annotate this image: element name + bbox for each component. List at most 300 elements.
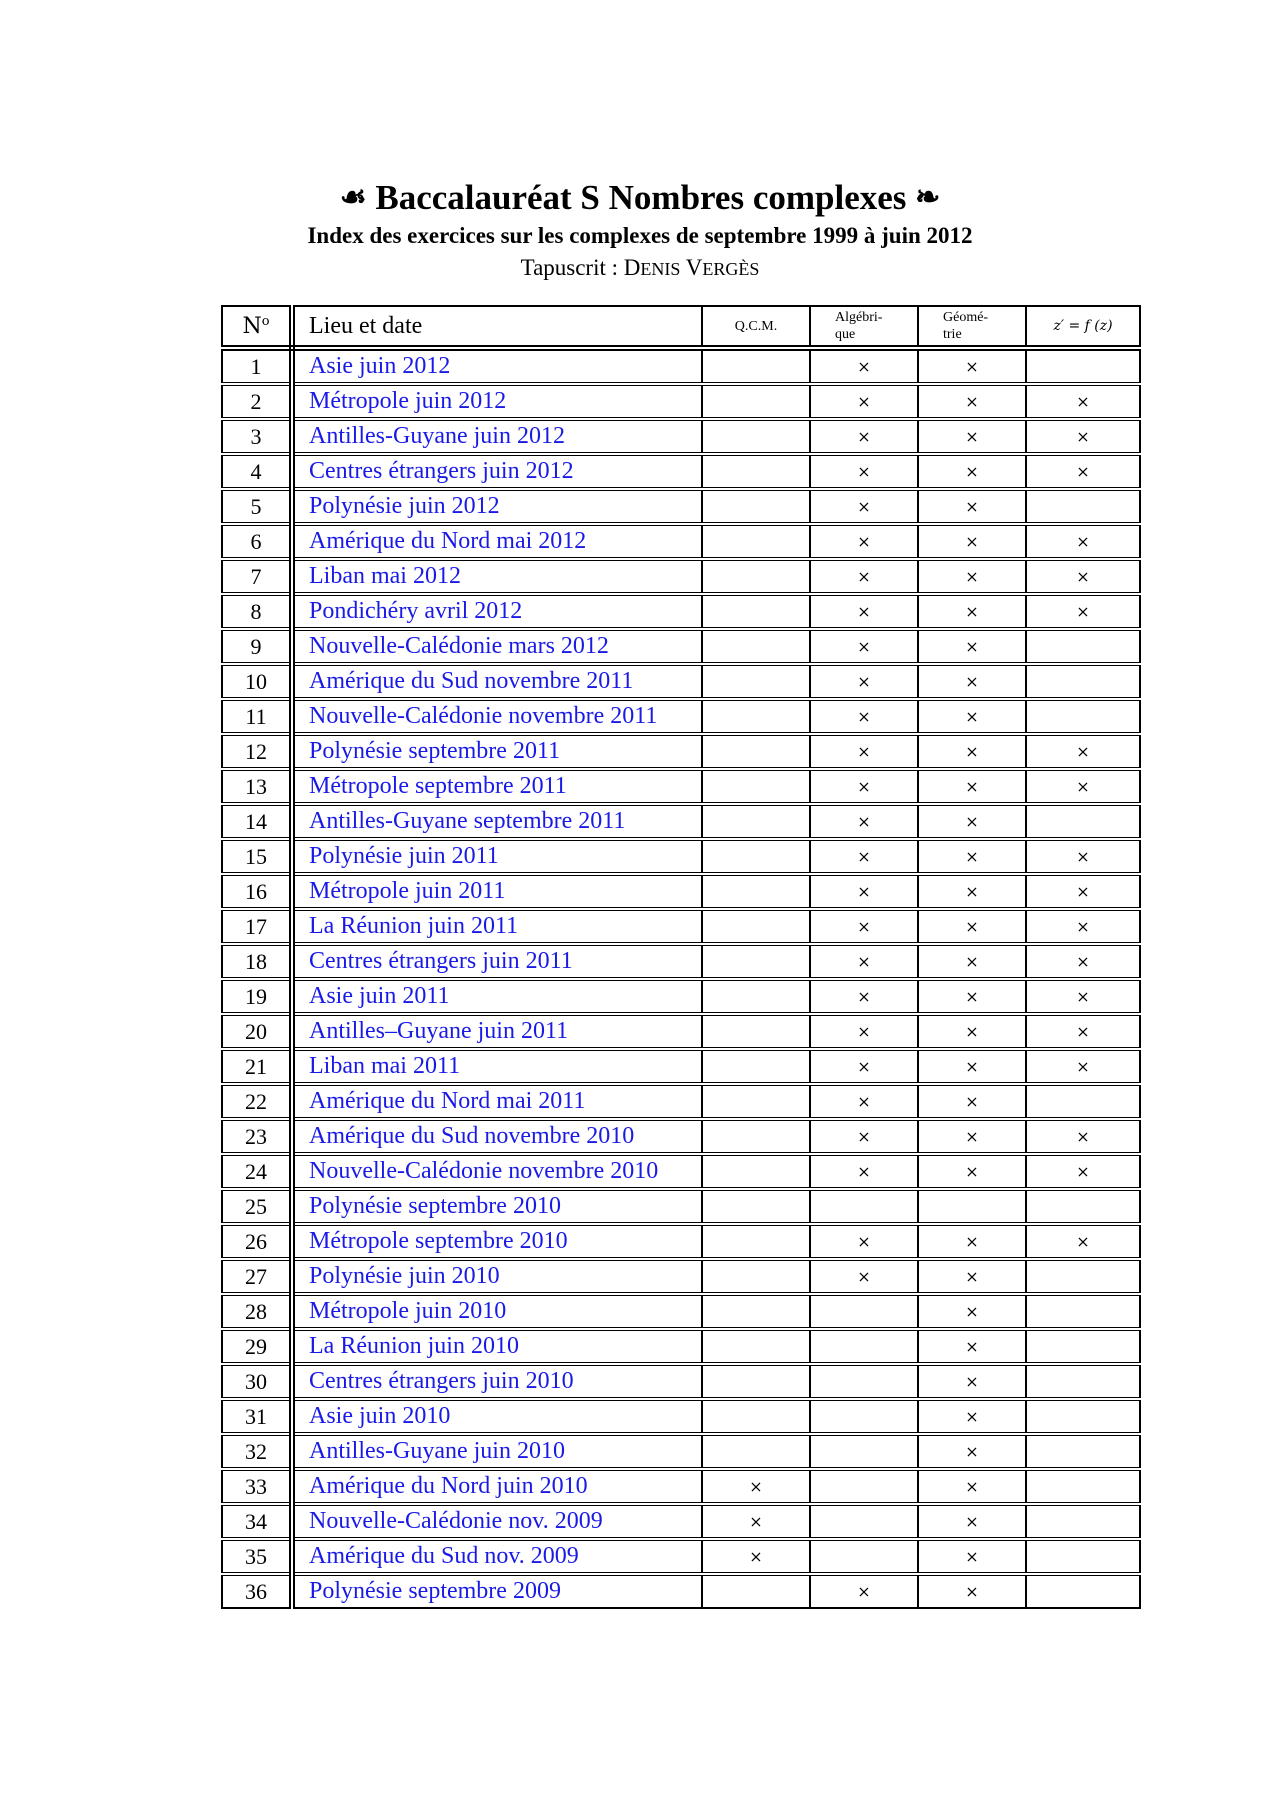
table-row	[222, 454, 1140, 489]
row-number-cell: 29	[222, 1329, 292, 1364]
table-row	[222, 559, 1140, 594]
column-header-algebrique: Algébri- que	[810, 306, 918, 348]
table-row	[222, 1119, 1140, 1154]
qcm-mark-cell	[702, 1574, 810, 1608]
exam-link[interactable]: Asie juin 2012	[309, 353, 451, 379]
zf-mark-cell	[1026, 1364, 1140, 1399]
exam-link[interactable]: Métropole juin 2012	[309, 388, 507, 414]
row-number-cell: 2	[222, 384, 292, 419]
geometrie-mark-cell: ×	[918, 348, 1026, 384]
table-row	[222, 1399, 1140, 1434]
exam-link-cell	[292, 1504, 702, 1539]
table-row	[222, 699, 1140, 734]
exam-link[interactable]: Polynésie juin 2011	[309, 843, 499, 869]
table-row	[222, 348, 1140, 384]
qcm-mark-cell	[702, 1294, 810, 1329]
title-text: Baccalauréat S Nombres complexes	[375, 178, 907, 217]
qcm-mark-cell	[702, 384, 810, 419]
geometrie-mark-cell: ×	[918, 1434, 1026, 1469]
exam-link[interactable]: La Réunion juin 2010	[309, 1333, 519, 1359]
exam-link-cell	[292, 909, 702, 944]
table-row	[222, 1469, 1140, 1504]
zf-mark-cell: ×	[1026, 384, 1140, 419]
row-number-cell: 6	[222, 524, 292, 559]
exam-link-cell	[292, 979, 702, 1014]
author-first-rest: ENIS	[640, 259, 681, 279]
algebrique-mark-cell	[810, 1294, 918, 1329]
page-header	[0, 176, 1280, 284]
algebrique-mark-cell: ×	[810, 524, 918, 559]
qcm-mark-cell	[702, 874, 810, 909]
exam-link-cell	[292, 1189, 702, 1224]
row-number-cell: 12	[222, 734, 292, 769]
zf-mark-cell	[1026, 1399, 1140, 1434]
table-row	[222, 804, 1140, 839]
table-row	[222, 1539, 1140, 1574]
zf-mark-cell: ×	[1026, 419, 1140, 454]
table-row	[222, 1329, 1140, 1364]
row-number-cell: 25	[222, 1189, 292, 1224]
geometrie-mark-cell: ×	[918, 1119, 1026, 1154]
qcm-mark-cell	[702, 664, 810, 699]
zf-mark-cell	[1026, 1084, 1140, 1119]
geometrie-mark-cell: ×	[918, 839, 1026, 874]
qcm-mark-cell: ×	[702, 1469, 810, 1504]
row-number-cell: 28	[222, 1294, 292, 1329]
exam-link-cell	[292, 1049, 702, 1084]
zf-mark-cell	[1026, 1539, 1140, 1574]
row-number-cell: 33	[222, 1469, 292, 1504]
algebrique-mark-cell: ×	[810, 348, 918, 384]
row-number-cell: 30	[222, 1364, 292, 1399]
zf-mark-cell: ×	[1026, 594, 1140, 629]
table-row	[222, 1364, 1140, 1399]
qcm-mark-cell	[702, 1224, 810, 1259]
qcm-mark-cell	[702, 1189, 810, 1224]
row-number-cell: 14	[222, 804, 292, 839]
algebrique-mark-cell: ×	[810, 734, 918, 769]
algebrique-mark-cell: ×	[810, 384, 918, 419]
algebrique-mark-cell	[810, 1539, 918, 1574]
exam-link-cell	[292, 348, 702, 384]
exam-link-cell	[292, 419, 702, 454]
exercise-index-table	[221, 305, 1141, 1609]
exam-link[interactable]: Antilles–Guyane juin 2011	[309, 1018, 569, 1044]
algebrique-mark-cell: ×	[810, 1154, 918, 1189]
exam-link[interactable]: Asie juin 2010	[309, 1403, 451, 1429]
qcm-mark-cell	[702, 1154, 810, 1189]
algebrique-mark-cell: ×	[810, 979, 918, 1014]
fleuron-left-icon: ☙	[339, 181, 367, 214]
exam-link-cell	[292, 1469, 702, 1504]
zf-mark-cell	[1026, 1574, 1140, 1608]
algebrique-mark-cell: ×	[810, 454, 918, 489]
qcm-mark-cell	[702, 348, 810, 384]
geometrie-mark-cell: ×	[918, 909, 1026, 944]
zf-mark-cell	[1026, 1469, 1140, 1504]
algebrique-mark-cell	[810, 1434, 918, 1469]
author-prefix: Tapuscrit :	[520, 255, 624, 280]
algebrique-mark-cell: ×	[810, 594, 918, 629]
zf-mark-cell	[1026, 1434, 1140, 1469]
exam-link[interactable]: Liban mai 2012	[309, 563, 461, 589]
qcm-mark-cell	[702, 1049, 810, 1084]
algebrique-mark-cell: ×	[810, 489, 918, 524]
algebrique-mark-cell: ×	[810, 874, 918, 909]
geometrie-mark-cell: ×	[918, 524, 1026, 559]
table-row	[222, 944, 1140, 979]
zf-mark-cell: ×	[1026, 944, 1140, 979]
exam-link[interactable]: Amérique du Sud nov. 2009	[309, 1543, 579, 1569]
row-number-cell: 9	[222, 629, 292, 664]
table-header-row	[222, 306, 1140, 348]
row-number-cell: 5	[222, 489, 292, 524]
exam-link-cell	[292, 629, 702, 664]
zf-mark-cell	[1026, 699, 1140, 734]
zf-mark-cell	[1026, 629, 1140, 664]
algebrique-mark-cell	[810, 1469, 918, 1504]
exam-link[interactable]: Nouvelle-Calédonie mars 2012	[309, 633, 609, 659]
row-number-cell: 23	[222, 1119, 292, 1154]
zf-mark-cell: ×	[1026, 734, 1140, 769]
zf-mark-cell: ×	[1026, 1154, 1140, 1189]
page-title	[0, 176, 1280, 220]
table-row	[222, 839, 1140, 874]
exam-link[interactable]: Amérique du Sud novembre 2010	[309, 1123, 635, 1149]
algebrique-mark-cell: ×	[810, 559, 918, 594]
table-row	[222, 1224, 1140, 1259]
author-line	[0, 253, 1280, 284]
zf-mark-cell: ×	[1026, 909, 1140, 944]
geometrie-mark-cell: ×	[918, 384, 1026, 419]
zf-mark-cell	[1026, 1294, 1140, 1329]
geometrie-mark-cell: ×	[918, 979, 1026, 1014]
table-row	[222, 979, 1140, 1014]
qcm-mark-cell	[702, 559, 810, 594]
qcm-mark-cell	[702, 979, 810, 1014]
geometrie-mark-cell: ×	[918, 1364, 1026, 1399]
table-row	[222, 384, 1140, 419]
geometrie-mark-cell: ×	[918, 1504, 1026, 1539]
exam-link-cell	[292, 664, 702, 699]
table-row	[222, 1014, 1140, 1049]
fleuron-right-icon: ❧	[915, 181, 941, 214]
table-row	[222, 734, 1140, 769]
table-row	[222, 1049, 1140, 1084]
row-number-cell: 26	[222, 1224, 292, 1259]
exam-link-cell	[292, 594, 702, 629]
geometrie-mark-cell: ×	[918, 454, 1026, 489]
exam-link-cell	[292, 839, 702, 874]
zf-mark-cell: ×	[1026, 454, 1140, 489]
zf-mark-cell: ×	[1026, 769, 1140, 804]
qcm-mark-cell	[702, 804, 810, 839]
exam-link-cell	[292, 1434, 702, 1469]
exam-link[interactable]: Amérique du Nord mai 2011	[309, 1088, 586, 1114]
geometrie-mark-cell: ×	[918, 1399, 1026, 1434]
geometrie-mark-cell: ×	[918, 1224, 1026, 1259]
qcm-mark-cell	[702, 524, 810, 559]
exam-link-cell	[292, 1084, 702, 1119]
row-number-cell: 15	[222, 839, 292, 874]
row-number-cell: 34	[222, 1504, 292, 1539]
zf-mark-cell: ×	[1026, 1014, 1140, 1049]
zf-mark-cell: ×	[1026, 979, 1140, 1014]
table-row	[222, 909, 1140, 944]
zf-mark-cell	[1026, 1329, 1140, 1364]
exam-link-cell	[292, 944, 702, 979]
qcm-mark-cell	[702, 944, 810, 979]
page-subtitle: Index des exercices sur les complexes de septembre 1999 à juin 2012	[307, 223, 973, 248]
exam-link-cell	[292, 1329, 702, 1364]
exam-link[interactable]: Polynésie juin 2010	[309, 1263, 500, 1289]
column-header-number: $N^o$	[222, 306, 292, 348]
algebrique-mark-cell: ×	[810, 1119, 918, 1154]
row-number-cell: 10	[222, 664, 292, 699]
exam-link-cell	[292, 699, 702, 734]
exam-link-cell	[292, 1119, 702, 1154]
exam-link-cell	[292, 1399, 702, 1434]
algebrique-mark-cell: ×	[810, 1259, 918, 1294]
exam-link-cell	[292, 384, 702, 419]
algebrique-mark-cell	[810, 1504, 918, 1539]
qcm-mark-cell	[702, 419, 810, 454]
qcm-mark-cell	[702, 1084, 810, 1119]
algebrique-mark-cell: ×	[810, 629, 918, 664]
qcm-mark-cell	[702, 839, 810, 874]
exam-link[interactable]: Polynésie septembre 2009	[309, 1578, 561, 1604]
algebrique-mark-cell	[810, 1329, 918, 1364]
exam-link[interactable]: Nouvelle-Calédonie novembre 2010	[309, 1158, 659, 1184]
row-number-cell: 1	[222, 348, 292, 384]
algebrique-mark-cell: ×	[810, 909, 918, 944]
algebrique-mark-cell: ×	[810, 944, 918, 979]
column-header-lieu: Lieu et date	[292, 306, 702, 348]
table-row	[222, 629, 1140, 664]
table-row	[222, 664, 1140, 699]
exam-link[interactable]: Nouvelle-Calédonie novembre 2011	[309, 703, 658, 729]
table-row	[222, 1294, 1140, 1329]
geometrie-mark-cell: ×	[918, 594, 1026, 629]
row-number-cell: 7	[222, 559, 292, 594]
table-row	[222, 1154, 1140, 1189]
exam-link[interactable]: Amérique du Nord juin 2010	[309, 1473, 588, 1499]
geometrie-mark-cell: ×	[918, 1259, 1026, 1294]
geometrie-mark-cell: ×	[918, 1014, 1026, 1049]
qcm-mark-cell	[702, 1014, 810, 1049]
exam-link-cell	[292, 454, 702, 489]
zf-mark-cell	[1026, 804, 1140, 839]
exam-link-cell	[292, 1539, 702, 1574]
algebrique-mark-cell	[810, 1399, 918, 1434]
geometrie-mark-cell: ×	[918, 944, 1026, 979]
algebrique-mark-cell: ×	[810, 1574, 918, 1608]
table-row	[222, 524, 1140, 559]
exam-link[interactable]: Centres étrangers juin 2012	[309, 458, 574, 484]
zf-mark-cell: ×	[1026, 839, 1140, 874]
exam-link-cell	[292, 804, 702, 839]
row-number-cell: 31	[222, 1399, 292, 1434]
geometrie-mark-cell: ×	[918, 1084, 1026, 1119]
row-number-cell: 35	[222, 1539, 292, 1574]
row-number-cell: 4	[222, 454, 292, 489]
row-number-cell: 19	[222, 979, 292, 1014]
geometrie-mark-cell: ×	[918, 804, 1026, 839]
zf-mark-cell	[1026, 1259, 1140, 1294]
exam-link[interactable]: Antilles-Guyane juin 2010	[309, 1438, 565, 1464]
row-number-cell: 27	[222, 1259, 292, 1294]
zf-mark-cell: ×	[1026, 1119, 1140, 1154]
column-header-qcm: Q.C.M.	[702, 306, 810, 348]
row-number-cell: 21	[222, 1049, 292, 1084]
author-last-rest: ERGÈS	[702, 259, 760, 279]
exam-link[interactable]: Métropole juin 2010	[309, 1298, 507, 1324]
algebrique-mark-cell: ×	[810, 419, 918, 454]
zf-mark-cell: ×	[1026, 1224, 1140, 1259]
row-number-cell: 8	[222, 594, 292, 629]
geometrie-mark-cell: ×	[918, 699, 1026, 734]
table-row	[222, 489, 1140, 524]
row-number-cell: 24	[222, 1154, 292, 1189]
table-row	[222, 1504, 1140, 1539]
geometrie-mark-cell: ×	[918, 769, 1026, 804]
zf-mark-cell	[1026, 489, 1140, 524]
exam-link[interactable]: La Réunion juin 2011	[309, 913, 519, 939]
exam-link-cell	[292, 524, 702, 559]
row-number-cell: 32	[222, 1434, 292, 1469]
author-first-initial: D	[623, 255, 641, 280]
algebrique-mark-cell	[810, 1189, 918, 1224]
geometrie-mark-cell: ×	[918, 489, 1026, 524]
table-row	[222, 1259, 1140, 1294]
exam-link[interactable]: Asie juin 2011	[309, 983, 450, 1009]
geometrie-mark-cell: ×	[918, 419, 1026, 454]
zf-mark-cell	[1026, 348, 1140, 384]
exam-link[interactable]: Centres étrangers juin 2010	[309, 1368, 574, 1394]
qcm-mark-cell	[702, 909, 810, 944]
exam-link[interactable]: Liban mai 2011	[309, 1053, 461, 1079]
exam-link[interactable]: Métropole septembre 2010	[309, 1228, 568, 1254]
table-body	[222, 348, 1140, 1608]
exam-link-cell	[292, 769, 702, 804]
algebrique-mark-cell: ×	[810, 1049, 918, 1084]
algebrique-mark-cell: ×	[810, 769, 918, 804]
exam-link-cell	[292, 559, 702, 594]
geometrie-mark-cell: ×	[918, 664, 1026, 699]
qcm-mark-cell	[702, 769, 810, 804]
algebrique-mark-cell: ×	[810, 839, 918, 874]
exam-link[interactable]: Pondichéry avril 2012	[309, 598, 523, 624]
table-row	[222, 1574, 1140, 1608]
geometrie-mark-cell: ×	[918, 559, 1026, 594]
zf-mark-cell	[1026, 1504, 1140, 1539]
exam-link[interactable]: Centres étrangers juin 2011	[309, 948, 573, 974]
qcm-mark-cell	[702, 489, 810, 524]
geometrie-mark-cell: ×	[918, 734, 1026, 769]
exam-link-cell	[292, 1294, 702, 1329]
column-header-geometrie: Géomé- trie	[918, 306, 1026, 348]
algebrique-mark-cell	[810, 1364, 918, 1399]
algebrique-mark-cell: ×	[810, 699, 918, 734]
zf-mark-cell: ×	[1026, 874, 1140, 909]
geometrie-mark-cell: ×	[918, 1294, 1026, 1329]
qcm-mark-cell	[702, 629, 810, 664]
row-number-cell: 22	[222, 1084, 292, 1119]
geometrie-mark-cell: ×	[918, 629, 1026, 664]
qcm-mark-cell	[702, 1434, 810, 1469]
exam-link[interactable]: Polynésie juin 2012	[309, 493, 500, 519]
geometrie-mark-cell: ×	[918, 1329, 1026, 1364]
table-row	[222, 594, 1140, 629]
qcm-mark-cell: ×	[702, 1539, 810, 1574]
qcm-mark-cell	[702, 1259, 810, 1294]
exam-link-cell	[292, 1259, 702, 1294]
qcm-mark-cell	[702, 1364, 810, 1399]
table-row	[222, 769, 1140, 804]
table-row	[222, 419, 1140, 454]
table-row	[222, 1084, 1140, 1119]
qcm-mark-cell	[702, 594, 810, 629]
geometrie-mark-cell: ×	[918, 874, 1026, 909]
zf-mark-cell	[1026, 664, 1140, 699]
geometrie-mark-cell: ×	[918, 1154, 1026, 1189]
exam-link-cell	[292, 874, 702, 909]
qcm-mark-cell	[702, 454, 810, 489]
exam-link[interactable]: Antilles-Guyane septembre 2011	[309, 808, 626, 834]
exam-link-cell	[292, 1574, 702, 1608]
qcm-mark-cell: ×	[702, 1504, 810, 1539]
qcm-mark-cell	[702, 1399, 810, 1434]
algebrique-mark-cell: ×	[810, 1014, 918, 1049]
exam-link[interactable]: Métropole juin 2011	[309, 878, 506, 904]
exam-link-cell	[292, 1154, 702, 1189]
exam-link[interactable]: Nouvelle-Calédonie nov. 2009	[309, 1508, 603, 1534]
row-number-cell: 18	[222, 944, 292, 979]
exam-link[interactable]: Amérique du Nord mai 2012	[309, 528, 587, 554]
exam-link-cell	[292, 489, 702, 524]
geometrie-mark-cell: ×	[918, 1574, 1026, 1608]
exam-link[interactable]: Amérique du Sud novembre 2011	[309, 668, 634, 694]
geometrie-mark-cell: ×	[918, 1469, 1026, 1504]
row-number-cell: 36	[222, 1574, 292, 1608]
row-number-cell: 3	[222, 419, 292, 454]
row-number-cell: 17	[222, 909, 292, 944]
qcm-mark-cell	[702, 734, 810, 769]
exam-link[interactable]: Métropole septembre 2011	[309, 773, 567, 799]
zf-mark-cell: ×	[1026, 1049, 1140, 1084]
geometrie-mark-cell: ×	[918, 1049, 1026, 1084]
exam-link-cell	[292, 1364, 702, 1399]
exam-link[interactable]: Polynésie septembre 2010	[309, 1193, 561, 1219]
zf-mark-cell: ×	[1026, 559, 1140, 594]
row-number-cell: 11	[222, 699, 292, 734]
table-row	[222, 1434, 1140, 1469]
exam-link-cell	[292, 734, 702, 769]
geometrie-mark-cell	[918, 1189, 1026, 1224]
algebrique-mark-cell: ×	[810, 804, 918, 839]
author-last-initial: V	[685, 255, 703, 280]
table-row	[222, 874, 1140, 909]
zf-mark-cell	[1026, 1189, 1140, 1224]
exam-link[interactable]: Polynésie septembre 2011	[309, 738, 561, 764]
qcm-mark-cell	[702, 1329, 810, 1364]
algebrique-mark-cell: ×	[810, 1084, 918, 1119]
algebrique-mark-cell: ×	[810, 664, 918, 699]
qcm-mark-cell	[702, 1119, 810, 1154]
table-row	[222, 1189, 1140, 1224]
exam-link[interactable]: Antilles-Guyane juin 2012	[309, 423, 565, 449]
column-header-zf: z′ = f (z)	[1026, 306, 1140, 348]
